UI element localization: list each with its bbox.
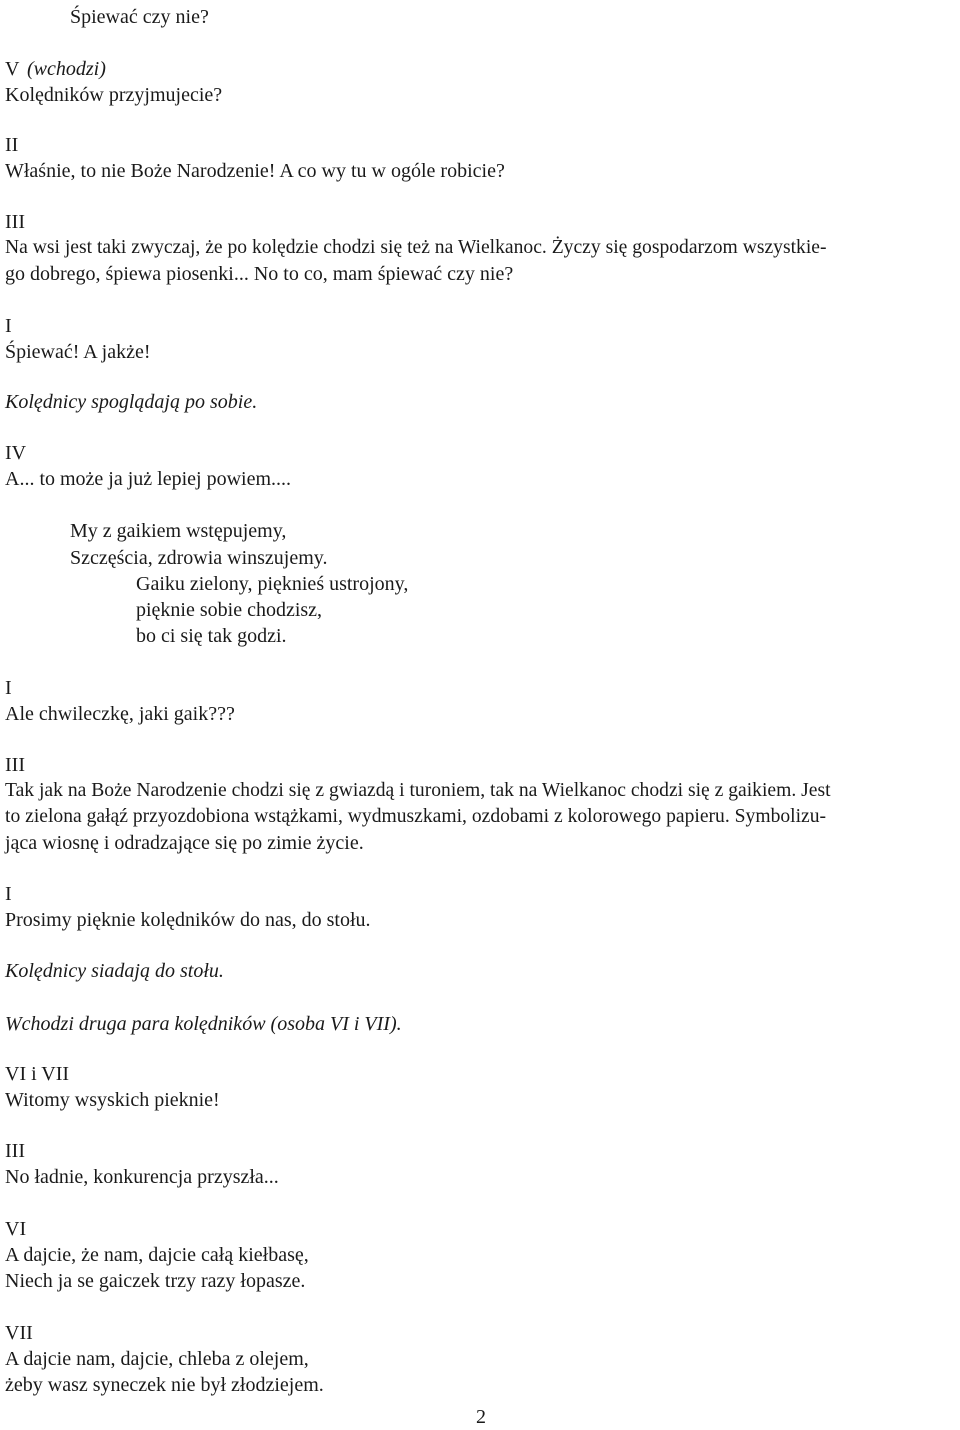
- dialogue-line: A dajcie, że nam, dajcie całą kiełbasę,: [5, 1244, 309, 1266]
- dialogue-line: jąca wiosnę i odradzające się po zimie życie.: [5, 832, 364, 854]
- dialogue-line: to zielona gałąź przyozdobiona wstążkami, wydmuszkami, ozdobami z kolorowego papieru. Symbolizu-: [5, 806, 827, 827]
- dialogue-line: go dobrego, śpiewa piosenki... No to co, mam śpiewać czy nie?: [5, 263, 514, 285]
- stage-direction: Wchodzi druga para kolędników (osoba VI i VII).: [5, 1013, 402, 1035]
- dialogue-line: żeby wasz syneczek nie był złodziejem.: [5, 1374, 324, 1396]
- dialogue-line: A dajcie nam, dajcie, chleba z olejem,: [5, 1348, 309, 1370]
- dialogue-line: Niech ja se gaiczek trzy razy łopasze.: [5, 1270, 306, 1292]
- dialogue-line: Śpiewać czy nie?: [70, 6, 209, 28]
- speaker-label: I: [5, 315, 12, 337]
- song-verse-line: My z gaikiem wstępujemy,: [70, 520, 287, 542]
- song-verse-line: pięknie sobie chodzisz,: [136, 599, 323, 621]
- speaker-label: III: [5, 754, 25, 776]
- dialogue-line: No ładnie, konkurencja przyszła...: [5, 1166, 279, 1188]
- dialogue-line: Na wsi jest taki zwyczaj, że po kolędzie chodzi się też na Wielkanoc. Życzy się gospodarzom wszystkie-: [5, 237, 827, 258]
- dialogue-line: A... to może ja już lepiej powiem....: [5, 468, 292, 490]
- song-verse-line: bo ci się tak godzi.: [136, 625, 287, 647]
- speaker-label: V: [5, 58, 20, 80]
- speaker-label: VI i VII: [5, 1063, 70, 1085]
- speaker-label: III: [5, 211, 25, 233]
- dialogue-line: Witomy wsyskich pieknie!: [5, 1089, 220, 1111]
- song-verse-line: Szczęścia, zdrowia winszujemy.: [70, 547, 328, 569]
- speaker-label: I: [5, 677, 12, 699]
- speaker-label: III: [5, 1140, 25, 1162]
- dialogue-line: Tak jak na Boże Narodzenie chodzi się z gwiazdą i turoniem, tak na Wielkanoc chodzi się z gaikiem. Jest: [5, 780, 831, 801]
- dialogue-line: Ale chwileczkę, jaki gaik???: [5, 703, 235, 725]
- dialogue-line: Śpiewać! A jakże!: [5, 341, 151, 363]
- page-number: 2: [476, 1406, 486, 1428]
- dialogue-line: Prosimy pięknie kolędników do nas, do stołu.: [5, 909, 371, 931]
- speaker-label: II: [5, 134, 19, 156]
- speaker-label: VII: [5, 1322, 33, 1344]
- stage-direction: (wchodzi): [27, 58, 106, 80]
- dialogue-line: Właśnie, to nie Boże Narodzenie! A co wy tu w ogóle robicie?: [5, 160, 505, 182]
- dialogue-line: Kolędników przyjmujecie?: [5, 84, 223, 106]
- stage-direction: Kolędnicy siadają do stołu.: [5, 960, 224, 982]
- song-verse-line: Gaiku zielony, pięknieś ustrojony,: [136, 573, 409, 595]
- speaker-label: I: [5, 883, 12, 905]
- stage-direction: Kolędnicy spoglądają po sobie.: [5, 391, 258, 413]
- speaker-label: IV: [5, 442, 27, 464]
- speaker-label: VI: [5, 1218, 27, 1240]
